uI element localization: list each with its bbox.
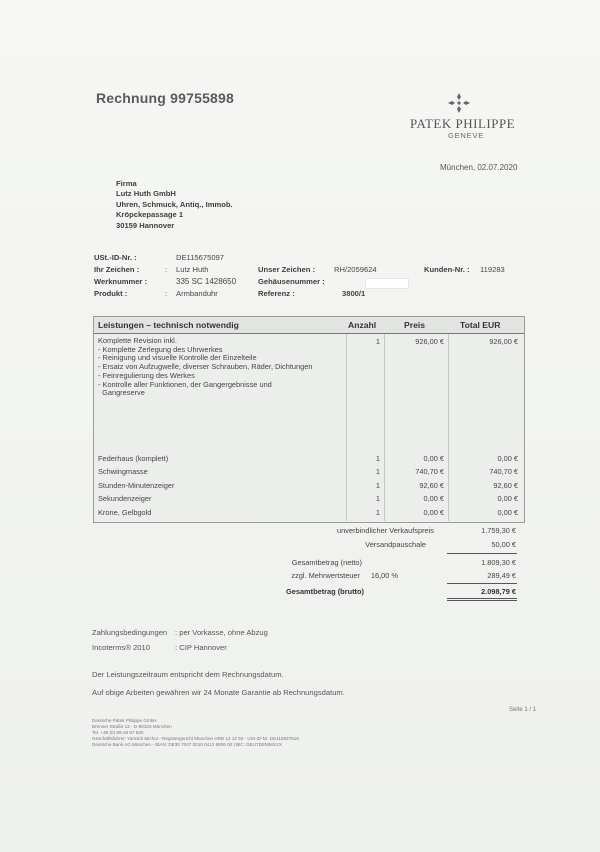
ihr-zeichen-value: Lutz Huth — [176, 265, 209, 274]
produkt-label: Produkt : — [94, 289, 128, 298]
recipient-line: Lutz Huth GmbH — [116, 189, 176, 199]
invoice-date: München, 02.07.2020 — [440, 163, 518, 172]
row-qty: 1 — [375, 481, 380, 490]
page-number: Seite 1 / 1 — [509, 707, 537, 713]
row-price: 0,00 € — [423, 494, 444, 503]
footer-management: Geschäftsführer: Yannick Michot - Registergericht München HRB 12 12 93 - USt-ID-Nr. DE115837819 — [92, 736, 299, 741]
row-price: 92,60 € — [419, 481, 444, 490]
ihr-zeichen-label: Ihr Zeichen : — [94, 265, 140, 274]
description-line: Gangreserve — [98, 388, 145, 398]
warranty-note: Auf obige Arbeiten gewähren wir 24 Monate Garantie ab Rechnungsdatum. — [92, 688, 345, 697]
total-double-rule — [447, 598, 517, 599]
kunden-nr-label: Kunden-Nr. : — [424, 265, 470, 274]
footer-address: Brenner Straße 12 - D-80333 München — [92, 724, 172, 729]
header-total: Total EUR — [460, 320, 501, 330]
recipient-line: 30159 Hannover — [116, 220, 175, 230]
row-description: Sekundenzeiger — [98, 494, 152, 503]
werknummer-value: 335 SC 1428650 — [176, 277, 237, 286]
werknummer-label: Werknummer : — [94, 277, 148, 286]
uvp-label: unverbindlicher Verkaufspreis — [337, 526, 434, 535]
netto-label: Gesamtbetrag (netto) — [291, 558, 362, 567]
row-description: Krone, Gelbgold — [98, 508, 152, 517]
services-table — [93, 316, 525, 523]
row-description: Schwingmasse — [98, 467, 148, 476]
total-rule — [447, 583, 517, 584]
recipient-line: Kröpckepassage 1 — [116, 210, 184, 220]
footer-company: Deutsche Patek Philippe GmbH — [92, 718, 157, 723]
description-line: - Komplette Zerlegung des Uhrwerkes — [98, 344, 223, 354]
row-qty: 1 — [375, 508, 380, 517]
brand-name: PATEK PHILIPPE — [410, 116, 516, 131]
ust-id-label: USt.-ID-Nr. : — [94, 253, 137, 262]
description-line: - Feinregulierung des Werkes — [98, 370, 195, 380]
unser-zeichen-value: RH/2059624 — [334, 265, 377, 274]
description-line: - Reinigung und visuelle Kontrolle der Einzelteile — [98, 353, 257, 363]
header-preis: Preis — [404, 320, 426, 330]
row-qty: 1 — [375, 454, 380, 463]
recipient-line: Firma — [116, 179, 137, 188]
row-price: 740,70 € — [415, 467, 444, 476]
table-header — [94, 317, 524, 334]
produkt-value: Armbanduhr — [176, 289, 218, 298]
main-item-total: 926,00 € — [489, 337, 518, 346]
row-total: 0,00 € — [497, 454, 518, 463]
column-divider — [384, 334, 385, 521]
ihr-zeichen-colon: : — [165, 265, 168, 274]
total-double-rule — [447, 600, 517, 601]
ust-id-value: DE115675097 — [176, 253, 224, 262]
kunden-nr-value: 119283 — [480, 265, 505, 274]
redacted-case-number — [365, 278, 409, 289]
column-divider — [346, 334, 347, 521]
row-description: Federhaus (komplett) — [98, 454, 169, 463]
footer-bank: Deutsche Bank AG München - IBAN: DE30 7007 0010 0412 6806 00 | BIC: DEUTDEMMXXX — [92, 742, 282, 747]
row-qty: 1 — [375, 467, 380, 476]
gehaeusenummer-label: Gehäusenummer : — [258, 277, 325, 286]
mwst-label: zzgl. Mehrwertsteuer — [291, 571, 360, 580]
uvp-value: 1.759,30 € — [481, 526, 516, 535]
versand-label: Versandpauschale — [365, 540, 426, 549]
zahlung-value: : per Vorkasse, ohne Abzug — [175, 628, 268, 637]
subtotal-rule — [447, 553, 517, 554]
column-divider — [448, 334, 449, 521]
row-price: 0,00 € — [423, 454, 444, 463]
incoterms-label: Incoterms® 2010 — [92, 643, 150, 652]
footer-phone: Tel. +49 (0) 89-26 87 820 — [92, 730, 144, 735]
row-total: 740,70 € — [489, 467, 518, 476]
row-total: 0,00 € — [497, 494, 518, 503]
brutto-label: Gesamtbetrag (brutto) — [285, 587, 364, 596]
main-item-qty: 1 — [375, 337, 380, 346]
zahlung-label: Zahlungsbedingungen — [92, 628, 168, 637]
service-period-note: Der Leistungszeitraum entspricht dem Rechnungsdatum. — [92, 670, 284, 679]
referenz-value: 3800/1 — [342, 289, 366, 298]
mwst-rate: 16,00 % — [370, 571, 398, 580]
brutto-value: 2.098,79 € — [481, 587, 516, 596]
row-price: 0,00 € — [423, 508, 444, 517]
description-line: - Kontrolle aller Funktionen, der Gangergebnisse und — [98, 379, 272, 389]
row-total: 92,60 € — [493, 481, 518, 490]
incoterms-value: : CIP Hannover — [175, 643, 227, 652]
header-anzahl: Anzahl — [348, 320, 377, 330]
referenz-label: Referenz : — [258, 289, 295, 298]
invoice-title: Rechnung 99755898 — [96, 90, 235, 106]
mwst-value: 289,49 € — [487, 571, 516, 580]
row-qty: 1 — [375, 494, 380, 503]
brand-subtitle: GENEVE — [448, 131, 485, 140]
versand-value: 50,00 € — [491, 540, 516, 549]
unser-zeichen-label: Unser Zeichen : — [258, 265, 315, 274]
main-item-description — [98, 337, 312, 398]
header-leistungen: Leistungen – technisch notwendig — [98, 320, 239, 330]
row-description: Stunden-Minutenzeiger — [98, 481, 175, 490]
netto-value: 1.809,30 € — [481, 558, 516, 567]
recipient-line: Uhren, Schmuck, Antiq., Immob. — [116, 199, 233, 209]
description-line: Komplette Revision inkl. — [98, 336, 177, 345]
calatrava-cross-logo-icon — [446, 92, 472, 114]
recipient-address — [116, 179, 233, 231]
description-line: - Ersatz von Aufzugwelle, diverser Schrauben, Räder, Dichtungen — [98, 362, 313, 372]
row-total: 0,00 € — [497, 508, 518, 517]
produkt-colon: : — [165, 289, 168, 298]
main-item-price: 926,00 € — [415, 337, 444, 346]
